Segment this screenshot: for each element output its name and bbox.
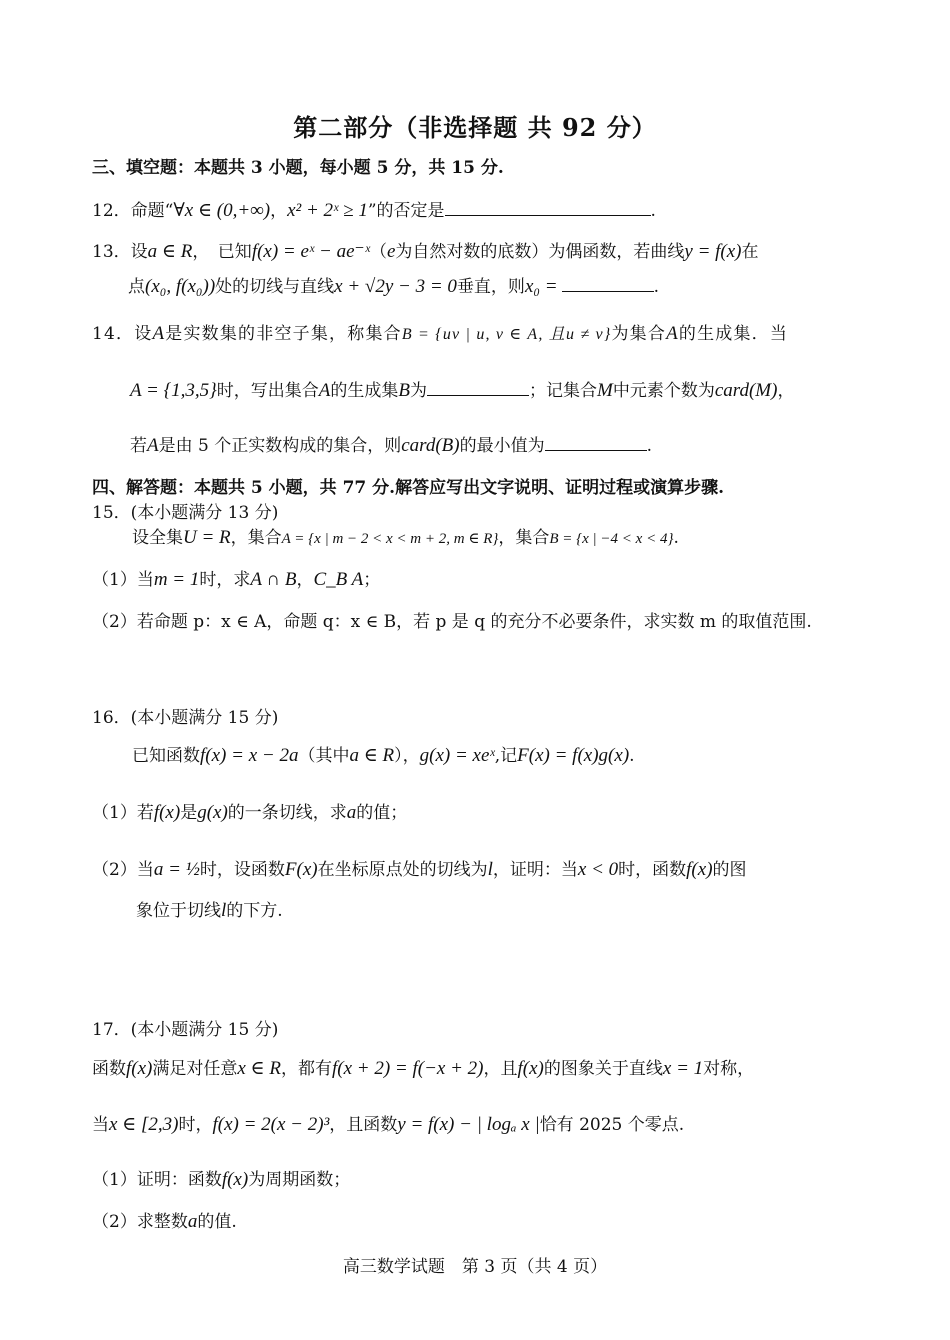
q12-suffix: ”的否定是 — [367, 201, 445, 221]
q17-text: 当 — [92, 1115, 109, 1135]
q14-text: 是实数集的非空子集，称集合 — [165, 324, 402, 344]
q17-text: 时， — [178, 1115, 213, 1135]
q15-text: （1）当 — [92, 570, 154, 590]
q16-text: ,记 — [494, 746, 518, 766]
q16-stem — [132, 744, 635, 768]
q16-math: f(x) — [153, 802, 181, 823]
q13-math-f: e — [386, 241, 396, 262]
q15-math: A = {x | m − 2 < x < m + 2, m ∈ R} — [281, 531, 499, 547]
q16-text: 的下方. — [226, 901, 283, 921]
q15-text: 时，求 — [199, 570, 251, 590]
q14-text: 若 — [130, 436, 147, 456]
q14-text: 为集合 — [611, 324, 667, 344]
page-title: 第二部分（非选择题 共 92 分） — [293, 113, 657, 142]
q16-text: 的一条切线，求 — [227, 803, 347, 823]
q14-math: B — [398, 380, 410, 401]
q16-text: 已知函数 — [132, 746, 200, 766]
q16-math: a ∈ R — [349, 745, 395, 766]
q15-text: ，集合 — [498, 528, 550, 548]
q13-text-j: 点 — [128, 277, 145, 297]
q13-math-b: a ∈ R — [147, 241, 193, 262]
section-fill-in-heading: 三、填空题：本题共 3 小题，每小题 5 分，共 15 分. — [92, 158, 504, 178]
q17-text: ，且 — [483, 1059, 518, 1079]
q16-math: F(x) = f(x)g(x) — [517, 745, 630, 766]
q13-answer-blank[interactable] — [562, 273, 654, 292]
q14-text: ；记集合 — [529, 381, 597, 401]
q12-prefix: 12．命题“ — [92, 201, 174, 221]
question-12 — [92, 197, 656, 223]
q16-math: x < 0 — [577, 859, 619, 880]
q16-text: 时，设函数 — [199, 860, 285, 880]
q15-math: A ∩ B — [250, 569, 297, 590]
q15-math: B = {x | −4 < x < 4} — [549, 531, 674, 547]
q17-text: 函数 — [92, 1059, 126, 1079]
q16-text: （2）当 — [92, 860, 154, 880]
q13-text-i: 在 — [741, 242, 759, 262]
q16-part-1 — [92, 801, 407, 825]
q16-text: 的值； — [356, 803, 408, 823]
q16-math: g(x) — [197, 802, 228, 823]
q15-text: . — [673, 528, 679, 548]
q17-math: f(x + 2) = f(−x + 2) — [331, 1058, 484, 1079]
q14-math: A — [318, 380, 331, 401]
q17-stem-line-1 — [92, 1057, 754, 1081]
q15-math: U = R — [183, 527, 231, 548]
q16-heading: 16．(本小题满分 15 分) — [92, 708, 279, 728]
page-footer: 高三数学试题 第 3 页（共 4 页） — [342, 1257, 608, 1277]
q17-math: x ∈ [2,3) — [109, 1114, 179, 1135]
q16-math: l — [487, 859, 493, 880]
question-14-line-2 — [130, 377, 794, 403]
q13-text-p: . — [653, 277, 659, 297]
q14-text: 的最小值为 — [459, 436, 545, 456]
q14-text: 的生成集．当 — [678, 324, 789, 344]
q15-text: 设全集 — [132, 528, 183, 548]
q17-stem-line-2 — [92, 1113, 684, 1137]
q12-answer-blank[interactable] — [445, 197, 651, 216]
q17-text: 对称， — [703, 1059, 755, 1079]
section-answers-heading: 四、解答题：本题共 5 小题，共 77 分.解答应写出文字说明、证明过程或演算步骤. — [92, 478, 724, 498]
q15-stem — [132, 526, 679, 551]
q16-text: ）， — [394, 746, 420, 766]
q14-math: A = {1,3,5} — [130, 380, 217, 401]
q16-text: （1）若 — [92, 803, 154, 823]
q12-inequality: x² + 2ˣ ≥ 1 — [287, 200, 368, 221]
q14-text: 是由 5 个正实数构成的集合，则 — [158, 436, 402, 456]
q13-text-n: 垂直，则 — [456, 277, 525, 297]
q13-math-o: x₀ = — [524, 276, 558, 297]
q17-heading: 17．(本小题满分 15 分) — [92, 1020, 279, 1040]
q13-text-c: ， 已知 — [192, 242, 252, 262]
q14-text: ， — [777, 381, 795, 401]
q15-text: ； — [363, 570, 381, 590]
q16-text: 是 — [180, 803, 198, 823]
q14-text: 为 — [410, 381, 427, 401]
q13-text-a: 13．设 — [92, 242, 148, 262]
q14-text: 中元素个数为 — [612, 381, 715, 401]
q15-math: C_B A — [313, 569, 364, 590]
q14-math: A — [152, 323, 166, 344]
q16-math: f(x) — [686, 859, 713, 880]
q16-text: 时，函数 — [618, 860, 687, 880]
q15-text: ，集合 — [230, 528, 282, 548]
q17-math: f(x) — [126, 1058, 153, 1079]
question-13-line-2 — [128, 273, 659, 299]
q17-part-2 — [92, 1210, 237, 1234]
q15-part-1 — [92, 568, 380, 592]
q17-math: x ∈ R — [237, 1058, 281, 1079]
q12-quantifier: ∀x ∈ (0,+∞) — [173, 200, 271, 221]
q15-text: ， — [296, 570, 314, 590]
q17-math: f(x) — [517, 1058, 544, 1079]
q16-math: l — [221, 900, 227, 921]
q13-text-e: （ — [369, 242, 387, 262]
q12-sep: ， — [270, 201, 288, 221]
q17-math: a — [187, 1211, 198, 1232]
q13-text-g: 为自然对数的底数）为偶函数，若曲线 — [395, 242, 685, 262]
q13-math-k: (x₀, f(x₀)) — [145, 276, 216, 297]
q16-math: a — [346, 802, 357, 823]
q13-text-l: 处的切线与直线 — [215, 277, 335, 297]
q16-part-2 — [92, 858, 747, 882]
q17-math: x = 1 — [662, 1058, 704, 1079]
q16-text: 在坐标原点处的切线为 — [317, 860, 488, 880]
q14-math: A — [666, 323, 679, 344]
q14-text: 时，写出集合 — [216, 381, 319, 401]
q16-text: . — [629, 746, 635, 766]
q13-math-m: x + √2y − 3 = 0 — [334, 276, 457, 297]
q16-text: 象位于切线 — [136, 901, 221, 921]
question-14-line-3 — [130, 432, 652, 458]
q16-math: g(x) = xeˣ — [419, 745, 495, 766]
q17-text: （1）证明：函数 — [92, 1170, 222, 1190]
q16-text: （其中 — [298, 746, 350, 766]
q17-text: 的值. — [197, 1212, 237, 1232]
q16-part-2-cont — [136, 899, 283, 923]
q17-math: y = f(x) − | logₐ x | — [397, 1114, 540, 1135]
q14-math: B = {uv | u, v ∈ A, 且u ≠ v} — [401, 326, 612, 343]
q14-math: M — [597, 380, 613, 401]
q16-math: F(x) — [284, 859, 318, 880]
q14-answer-blank-2[interactable] — [545, 432, 647, 451]
q17-math: f(x) = 2(x − 2)³ — [212, 1114, 330, 1135]
q14-text: 14．设 — [92, 324, 153, 344]
q14-text: 的生成集 — [330, 381, 399, 401]
q17-text: （2）求整数 — [92, 1212, 188, 1232]
q13-math-d: f(x) = eˣ − ae⁻ˣ — [251, 241, 370, 262]
q15-part-2: （2）若命题 p：x ∈ A，命题 q：x ∈ B，若 p 是 q 的充分不必要条件，求实数 m 的取值范围. — [92, 612, 812, 632]
q13-math-h: y = f(x) — [684, 241, 742, 262]
q17-text: 满足对任意 — [152, 1059, 238, 1079]
question-14-line-1 — [92, 322, 788, 347]
q14-math: card(B) — [401, 435, 460, 456]
q15-heading: 15．(本小题满分 13 分) — [92, 503, 279, 523]
q14-answer-blank-1[interactable] — [427, 377, 529, 396]
question-13-line-1 — [92, 240, 759, 264]
q17-part-1 — [92, 1168, 350, 1192]
q17-math: f(x) — [221, 1169, 249, 1190]
q17-text: 为周期函数； — [248, 1170, 351, 1190]
q14-math: card(M) — [714, 380, 778, 401]
q16-text: ，证明：当 — [492, 860, 578, 880]
q16-text: 的图 — [712, 860, 747, 880]
q17-text: 的图象关于直线 — [543, 1059, 663, 1079]
q17-text: ，都有 — [280, 1059, 332, 1079]
q16-math: a = ½ — [153, 859, 200, 880]
q15-math: m = 1 — [153, 569, 200, 590]
q17-text: ，且函数 — [329, 1115, 398, 1135]
q16-math: f(x) = x − 2a — [200, 745, 299, 766]
q14-text: . — [646, 436, 653, 456]
q17-text: 恰有 2025 个零点. — [539, 1115, 685, 1135]
q14-math: A — [147, 435, 159, 456]
q12-end: . — [650, 201, 656, 221]
